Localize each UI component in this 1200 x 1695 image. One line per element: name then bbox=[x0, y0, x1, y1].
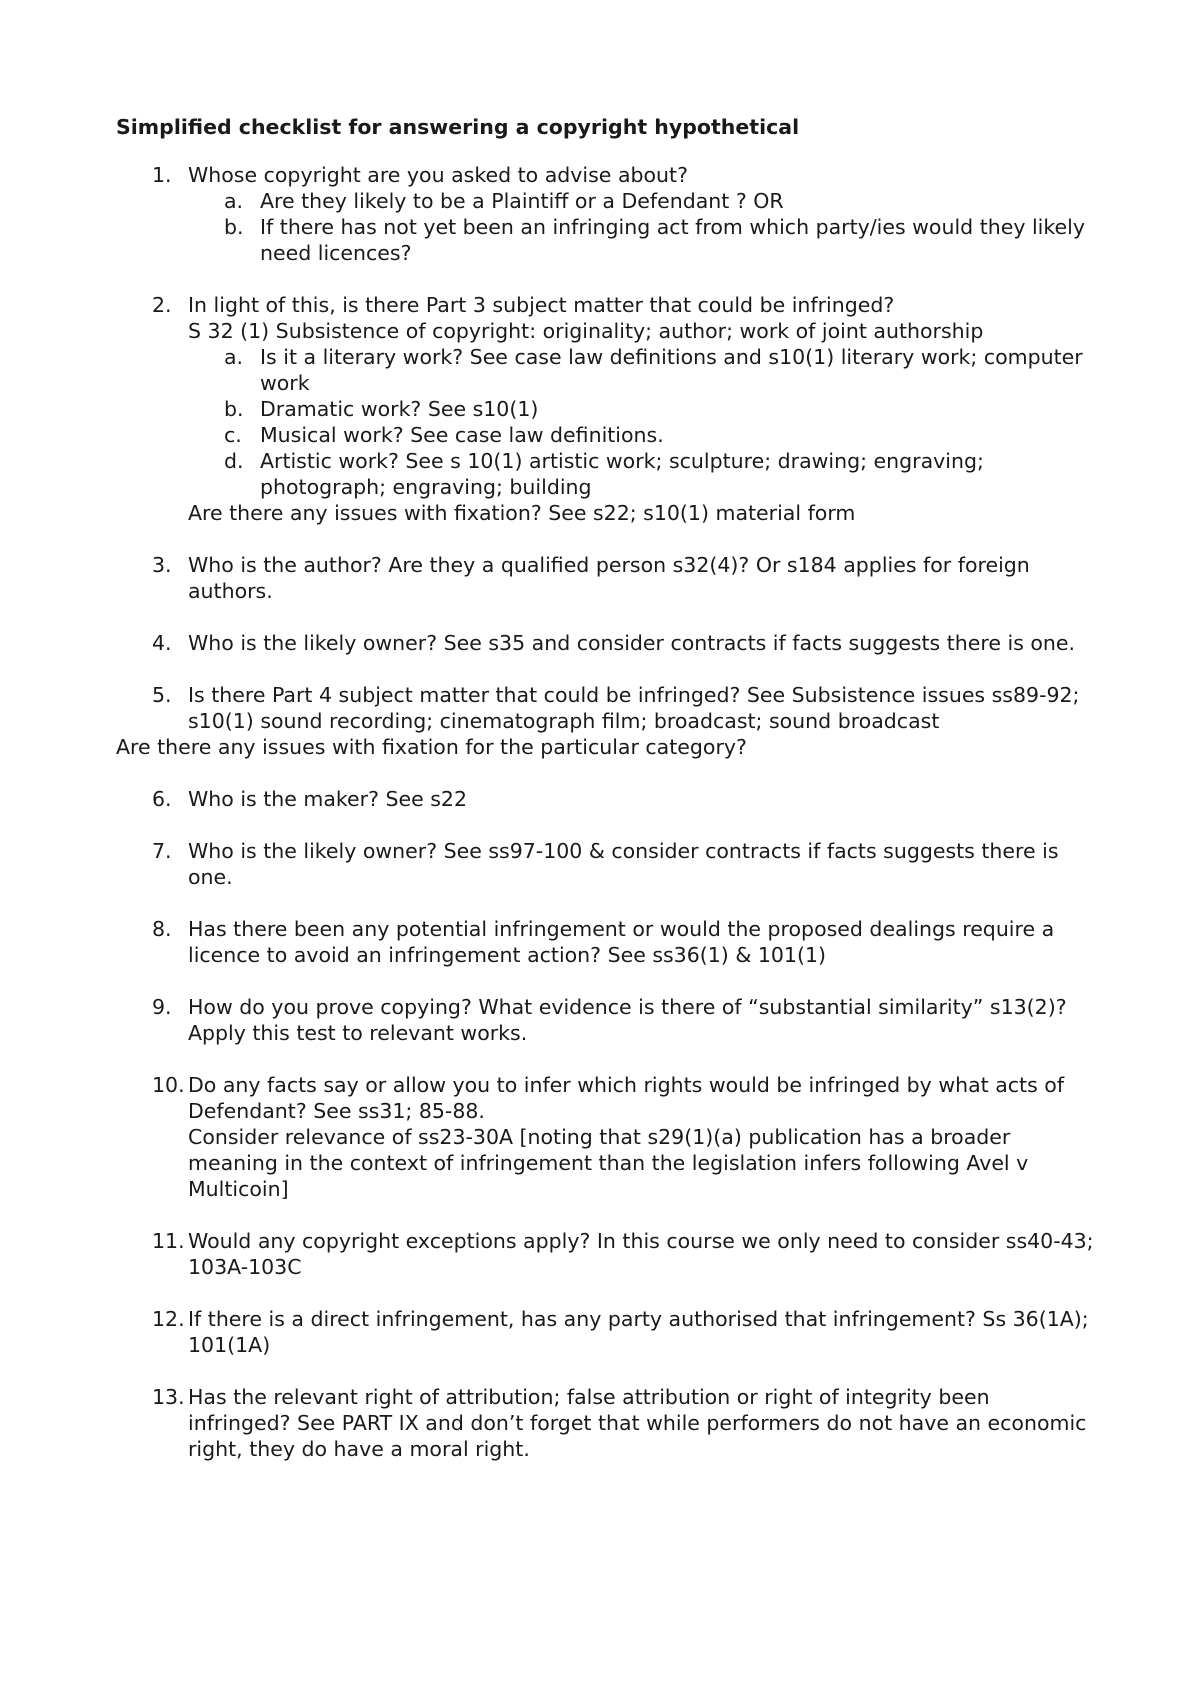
item-text-continued: S 32 (1) Subsistence of copyright: originality; author; work of joint authorship bbox=[188, 319, 984, 343]
sub-item-b bbox=[188, 396, 1096, 422]
checklist-item-11 bbox=[116, 1228, 1096, 1280]
document-content bbox=[116, 114, 1096, 1488]
item-number: 2. bbox=[152, 293, 172, 317]
sub-item-a bbox=[188, 344, 1096, 396]
item-text: Do any facts say or allow you to infer which rights would be infringed by what acts of Defendant? See ss31; 85-88. bbox=[188, 1073, 1065, 1123]
checklist-item-6 bbox=[116, 786, 1096, 812]
item-text-continued: Consider relevance of ss23-30A [noting that s29(1)(a) publication has a broader meaning in the context of infringement than the legislation infers following Avel v Multicoin] bbox=[188, 1125, 1029, 1201]
sub-item-text: If there has not yet been an infringing act from which party/ies would they likely need licences? bbox=[260, 215, 1085, 265]
sub-item-letter: b. bbox=[224, 215, 244, 239]
sub-item-text: Are they likely to be a Plaintiff or a Defendant ? OR bbox=[260, 189, 784, 213]
checklist-item-9 bbox=[116, 994, 1096, 1046]
item-text: If there is a direct infringement, has any party authorised that infringement? Ss 36(1A); 101(1A) bbox=[188, 1307, 1089, 1357]
item-number: 11. bbox=[152, 1229, 185, 1253]
item-text: Would any copyright exceptions apply? In this course we only need to consider ss40-43; 103A-103C bbox=[188, 1229, 1094, 1279]
checklist-item-3 bbox=[116, 552, 1096, 604]
item-text: Has there been any potential infringement or would the proposed dealings require a licence to avoid an infringement action? See ss36(1) & 101(1) bbox=[188, 917, 1055, 967]
item-number: 6. bbox=[152, 787, 172, 811]
document-title: Simplified checklist for answering a copyright hypothetical bbox=[116, 115, 800, 139]
checklist-item-7 bbox=[116, 838, 1096, 890]
checklist-item-13 bbox=[116, 1384, 1096, 1462]
sub-item-letter: a. bbox=[224, 345, 244, 369]
item-note: Are there any issues with fixation? See s22; s10(1) material form bbox=[188, 501, 856, 525]
item-number: 12. bbox=[152, 1307, 185, 1331]
sub-item-text: Dramatic work? See s10(1) bbox=[260, 397, 539, 421]
checklist-item-12 bbox=[116, 1306, 1096, 1358]
item-number: 13. bbox=[152, 1385, 185, 1409]
checklist-item-10 bbox=[116, 1072, 1096, 1202]
sub-item-text: Musical work? See case law definitions. bbox=[260, 423, 664, 447]
item-text: How do you prove copying? What evidence is there of “substantial similarity” s13(2)? bbox=[188, 995, 1067, 1019]
item-number: 7. bbox=[152, 839, 172, 863]
item-text: Whose copyright are you asked to advise about? bbox=[188, 163, 688, 187]
item-number: 3. bbox=[152, 553, 172, 577]
sub-item-letter: a. bbox=[224, 189, 244, 213]
sub-item-b bbox=[188, 214, 1096, 266]
item-text: Has the relevant right of attribution; false attribution or right of integrity been infringed? See PART IX and don’t forget that while performers do not have an economic right, they do have a moral right. bbox=[188, 1385, 1087, 1461]
checklist-item-1 bbox=[116, 162, 1096, 266]
sub-item-a bbox=[188, 188, 1096, 214]
item-number: 1. bbox=[152, 163, 172, 187]
checklist-item-8 bbox=[116, 916, 1096, 968]
item-number: 10. bbox=[152, 1073, 185, 1097]
checklist-item-5 bbox=[116, 682, 1096, 734]
sub-item-d bbox=[188, 448, 1096, 500]
item-text: Who is the maker? See s22 bbox=[188, 787, 468, 811]
item-text: Who is the likely owner? See ss97-100 & consider contracts if facts suggests there is one. bbox=[188, 839, 1059, 889]
item-text: In light of this, is there Part 3 subject matter that could be infringed? bbox=[188, 293, 895, 317]
sub-item-letter: c. bbox=[224, 423, 242, 447]
item-number: 8. bbox=[152, 917, 172, 941]
item-text: Who is the likely owner? See s35 and consider contracts if facts suggests there is one. bbox=[188, 631, 1076, 655]
item-number: 9. bbox=[152, 995, 172, 1019]
sub-item-letter: d. bbox=[224, 449, 244, 473]
item-number: 4. bbox=[152, 631, 172, 655]
item-text: Who is the author? Are they a qualified person s32(4)? Or s184 applies for foreign authors. bbox=[188, 553, 1030, 603]
sub-item-text: Is it a literary work? See case law definitions and s10(1) literary work; computer work bbox=[260, 345, 1083, 395]
sub-item-letter: b. bbox=[224, 397, 244, 421]
checklist-item-4 bbox=[116, 630, 1096, 656]
item-text: Is there Part 4 subject matter that could be infringed? See Subsistence issues ss89-92; s10(1) sound recording; cinematograph film; broadcast; sound broadcast bbox=[188, 683, 1080, 733]
item-note: Are there any issues with fixation for the particular category? bbox=[116, 735, 747, 759]
checklist-item-2 bbox=[116, 292, 1096, 526]
item-number: 5. bbox=[152, 683, 172, 707]
sub-item-text: Artistic work? See s 10(1) artistic work; sculpture; drawing; engraving; photograph; engraving; building bbox=[260, 449, 984, 499]
item-text-continued: Apply this test to relevant works. bbox=[188, 1021, 528, 1045]
sub-item-c bbox=[188, 422, 1096, 448]
